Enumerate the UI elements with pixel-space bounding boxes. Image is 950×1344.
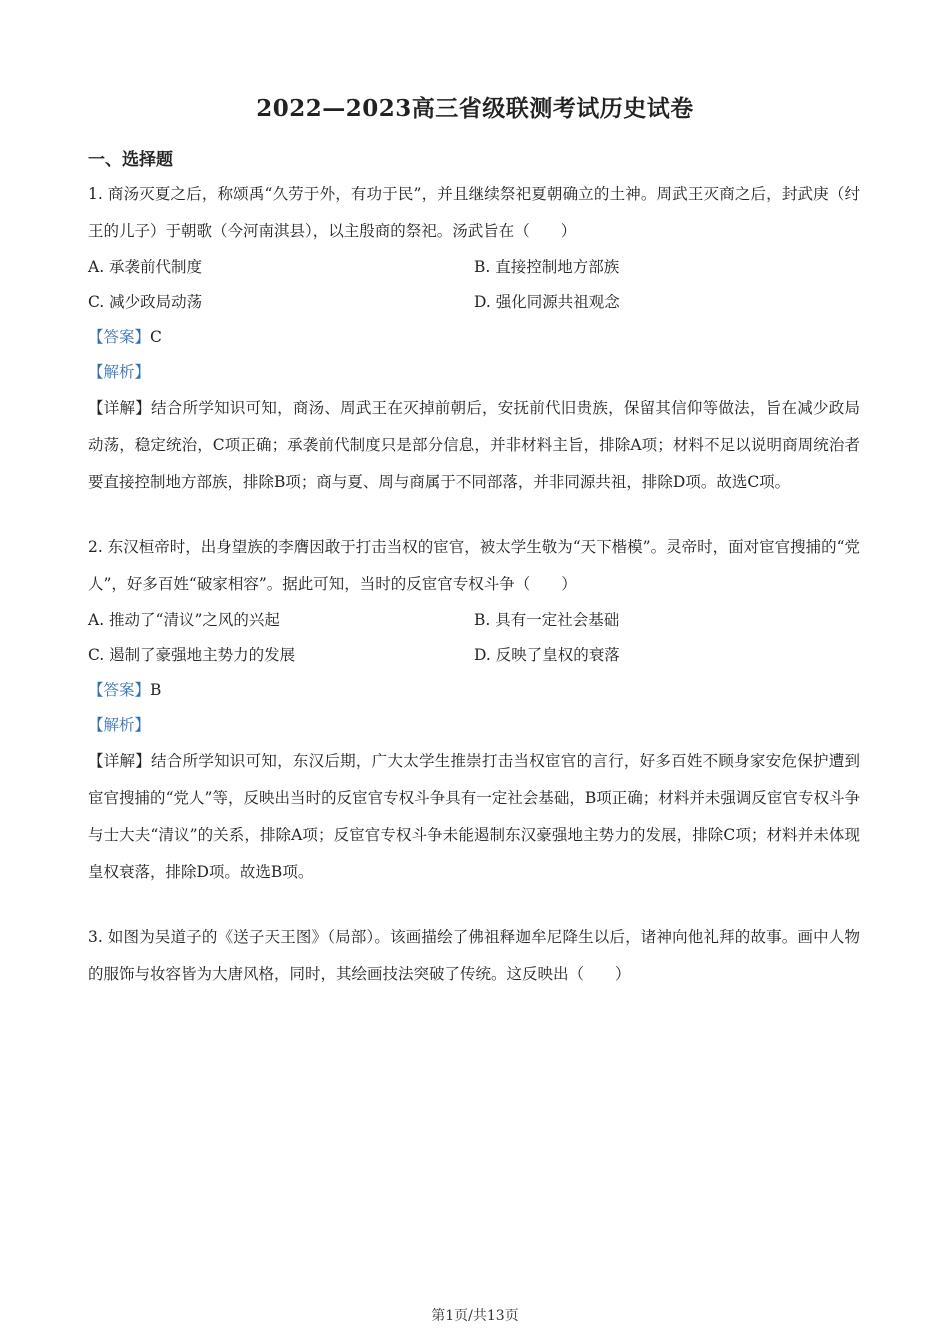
options-row (88, 285, 860, 320)
question-3 (88, 919, 860, 993)
option-d: D. 反映了皇权的衰落 (474, 646, 620, 664)
analysis-label: 【解析】 (88, 363, 151, 381)
question-2 (88, 529, 860, 891)
question-stem: 3. 如图为吴道子的《送子天王图》（局部）。该画描绘了佛祖释迦牟尼降生以后，诸神向他礼拜的故事。画中人物的服饰与妆容皆为大唐风格，同时，其绘画技法突破了传统。这反映出（ ） (88, 928, 860, 983)
option-a: A. 推动了“清议”之风的兴起 (88, 611, 280, 629)
detail-label: 【详解】 (88, 752, 152, 770)
page-title: 2022—2023高三省级联测考试历史试卷 (256, 95, 694, 122)
answer-label: 【答案】 (88, 328, 151, 346)
answer-label: 【答案】 (88, 681, 151, 699)
option-c: C. 减少政局动荡 (88, 293, 203, 311)
spacer (88, 501, 860, 529)
page-footer: 第1页/共13页 (431, 1308, 519, 1324)
answer-line (88, 673, 860, 708)
answer-value: C (150, 328, 162, 346)
detail-label: 【详解】 (88, 399, 152, 417)
option-a: A. 承袭前代制度 (88, 258, 203, 276)
detail-text: 结合所学知识可知，商汤、周武王在灭掉前朝后，安抚前代旧贵族，保留其信仰等做法，旨在减少政局动荡，稳定统治，C项正确；承袭前代制度只是部分信息，并非材料主旨，排除A项；材料不足以说明商周统治者要直接控制地方部族，排除B项；商与夏、周与商属于不同部落，并非同源共祖，排除D项。故选C项。 (88, 399, 860, 491)
option-d: D. 强化同源共祖观念 (474, 293, 620, 311)
detail-paragraph (88, 743, 860, 891)
section-heading: 一、选择题 (88, 150, 173, 170)
question-1 (88, 176, 860, 501)
answer-value: B (150, 681, 162, 699)
detail-text: 结合所学知识可知，东汉后期，广大太学生推崇打击当权宦官的言行，好多百姓不顾身家安危保护遭到宦官搜捕的“党人”等，反映出当时的反宦官专权斗争具有一定社会基础，B项正确；材料并未强调反宦官专权斗争与士大夫“清议”的关系，排除A项；反宦官专权斗争未能遏制东汉豪强地主势力的发展，排除C项；材料并未体现皇权衰落，排除D项。故选B项。 (88, 752, 860, 881)
analysis-label: 【解析】 (88, 716, 151, 734)
option-b: B. 具有一定社会基础 (474, 611, 620, 629)
options-row (88, 603, 860, 638)
answer-line (88, 320, 860, 355)
option-c: C. 遏制了豪强地主势力的发展 (88, 646, 296, 664)
question-stem: 2. 东汉桓帝时，出身望族的李膺因敢于打击当权的宦官，被太学生敬为“天下楷模”。灵帝时，面对宦官搜捕的“党人”，好多百姓“破家相容”。据此可知，当时的反宦官专权斗争（ ） (88, 538, 860, 593)
question-stem: 1. 商汤灭夏之后，称颂禹“久劳于外，有功于民”，并且继续祭祀夏朝确立的土神。周武王灭商之后，封武庚（纣王的儿子）于朝歌（今河南淇县），以主殷商的祭祀。汤武旨在（ ） (88, 185, 860, 240)
option-b: B. 直接控制地方部族 (474, 258, 620, 276)
spacer (88, 891, 860, 919)
detail-paragraph (88, 390, 860, 501)
question-list (88, 176, 860, 993)
options-row (88, 250, 860, 285)
options-row (88, 638, 860, 673)
